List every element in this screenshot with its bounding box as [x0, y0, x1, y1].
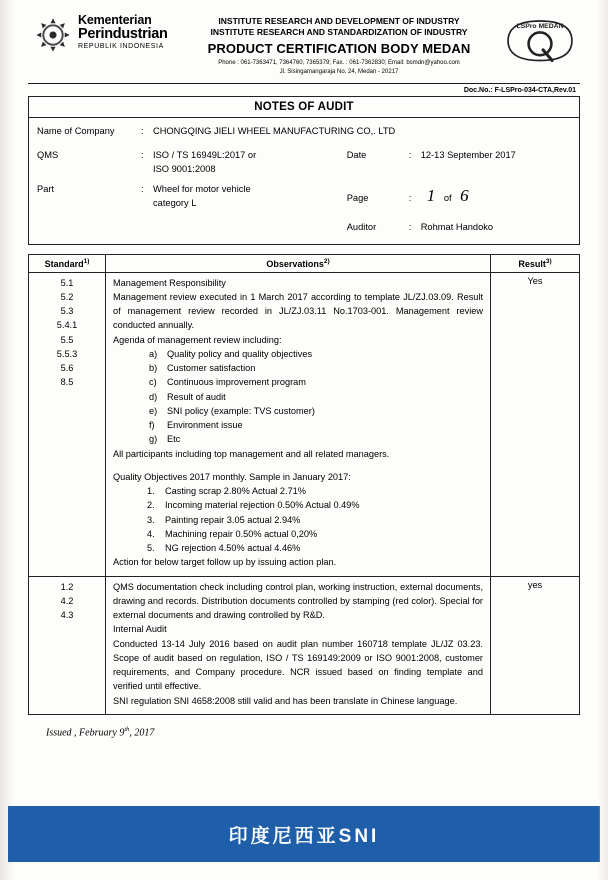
header-standard-sup: 1): [83, 257, 90, 265]
row1-std-5: 5.5.3: [56, 348, 78, 359]
ministry-brand: [34, 14, 184, 54]
header-right: [494, 14, 578, 66]
page-total-handwritten: 6: [460, 185, 469, 205]
part-label: Part: [37, 183, 55, 194]
qms-value-line1: ISO / TS 16949L:2017 or: [153, 149, 257, 160]
row1-std-3: 5.4.1: [56, 320, 78, 331]
row1-closing: Action for below target follow up by issuing action plan.: [113, 557, 337, 568]
notes-body: [29, 118, 579, 244]
list-item: [147, 527, 483, 541]
row1-standards: [29, 272, 106, 576]
row1-alpha-marker-3: d): [149, 391, 158, 402]
contact-line-1: Phone : 061-7363471, 7364760, 7365379; Fax. : 061-7362830; Email: bsmdn@yahoo.com: [218, 59, 460, 66]
list-item: [147, 541, 483, 555]
page-value: [421, 183, 571, 209]
document-content: [28, 14, 580, 738]
row2-para-0: QMS documentation check including control plan, working instruction, external documents, drawing and records. Distribution documents controlled by stamping (red color). Special for external documents and drawing controlled by R&D.: [113, 581, 483, 621]
row1-alpha-marker-6: g): [149, 434, 158, 445]
qms-label: QMS: [37, 149, 59, 160]
notes-of-audit-title: NOTES OF AUDIT: [254, 100, 354, 113]
list-item: [147, 484, 483, 498]
row1-num-marker-3: 4.: [147, 528, 155, 539]
row2-std-0: 1.2: [60, 581, 74, 592]
notes-of-audit-table: [28, 96, 580, 245]
issued-prefix: Issued , February 9: [46, 727, 125, 739]
header-result-sup: 3): [545, 257, 552, 265]
footer-banner: [8, 806, 600, 862]
auditor-row: [37, 221, 571, 235]
list-item: [149, 390, 483, 404]
table-row: [29, 272, 580, 576]
org-line-1: INSTITUTE RESEARCH AND DEVELOPMENT OF INDUSTRY: [218, 16, 460, 26]
header-divider: [28, 83, 580, 84]
list-item: [149, 347, 483, 361]
row1-num-text-1: Incoming material rejection 0.50% Actual 0.49%: [165, 500, 360, 511]
row1-alpha-text-0: Quality policy and quality objectives: [167, 348, 313, 359]
row1-after-alpha: All participants including top management and all related managers.: [113, 448, 390, 459]
row1-observations: [106, 272, 491, 576]
document-header: [28, 14, 580, 77]
ministry-name-line3: REPUBLIK INDONESIA: [78, 43, 164, 51]
header-result: Result$^{3)}$: [491, 254, 580, 272]
row1-alpha-marker-0: a): [149, 348, 158, 359]
row2-para-1: Internal Audit: [113, 624, 167, 635]
row2-result: yes: [491, 576, 580, 714]
auditor-colon: :: [408, 221, 412, 232]
row1-num-text-2: Painting repair 3.05 actual 2.94%: [165, 514, 301, 525]
row1-num-marker-2: 3.: [147, 514, 155, 525]
row1-num-text-3: Machining repair 0.50% actual 0,20%: [165, 528, 318, 539]
row1-std-4: 5.5: [60, 334, 74, 345]
row1-para-2: Agenda of management review including:: [113, 334, 282, 345]
row1-para-1: Management review executed in 1 March 2017 according to template JL/ZJ.03.09. Result of management review recorded in JL/ZJ.03.11 No.1703-001. Management review conducted annually.: [113, 291, 483, 331]
page-of-label: of: [443, 192, 452, 203]
row1-alpha-text-6: Etc: [167, 434, 181, 445]
row1-alpha-list: [113, 347, 483, 447]
row1-num-text-0: Casting scrap 2.80% Actual 2.71%: [165, 486, 306, 497]
row2-para-3: SNI regulation SNI 4658:2008 still valid and has been translate in Chinese language.: [113, 695, 458, 706]
row1-alpha-marker-2: c): [149, 377, 157, 388]
row1-std-6: 5.6: [60, 363, 74, 374]
notes-title-row: [29, 96, 580, 117]
part-value-line1: Wheel for motor vehicle: [153, 183, 251, 194]
part-value-line2: category L: [153, 197, 197, 208]
document-org-title: PRODUCT CERTIFICATION BODY MEDAN: [207, 40, 471, 56]
row1-num-marker-1: 2.: [147, 500, 155, 511]
row1-alpha-text-5: Environment issue: [167, 420, 243, 431]
row1-std-0: 5.1: [60, 277, 74, 288]
date-label: Date: [346, 149, 367, 160]
row1-num-text-4: NG rejection 4.50% actual 4.46%: [165, 543, 301, 554]
row1-std-7: 8.5: [60, 377, 74, 388]
list-item: [149, 418, 483, 432]
auditor-label: Auditor: [346, 221, 377, 232]
company-label: Name of Company: [37, 125, 115, 136]
lspro-medan-stamp-icon: [502, 14, 578, 66]
row1-std-1: 5.2: [60, 291, 74, 302]
row1-alpha-marker-4: e): [149, 405, 158, 416]
row1-alpha-marker-5: f): [149, 420, 155, 431]
row2-observations: [106, 576, 491, 714]
list-item: [149, 404, 483, 418]
issued-ordinal-suffix: th: [124, 725, 130, 733]
ministry-name-line2: Perindustrian: [78, 26, 168, 43]
row1-alpha-marker-1: b): [149, 363, 158, 374]
issued-suffix: , 2017: [129, 727, 155, 739]
row1-num-marker-0: 1.: [147, 486, 155, 497]
page-number-handwritten: 1: [426, 185, 436, 205]
header-observations: Observations$^{2)}$: [106, 254, 491, 272]
footer-banner-text: 印度尼西亚SNI: [228, 825, 380, 847]
notes-body-row: [29, 117, 580, 244]
row1-spacer: [113, 461, 483, 470]
row1-result: Yes: [491, 272, 580, 576]
auditor-value: Rohmat Handoko: [420, 221, 494, 232]
row1-alpha-text-2: Continuous improvement program: [167, 377, 306, 388]
ministry-brand-text: [78, 14, 168, 51]
row2-std-1: 4.2: [60, 595, 74, 606]
header-observations-sup: 2): [323, 257, 330, 265]
date-value: 12-13 September 2017: [420, 149, 516, 160]
list-item: [147, 498, 483, 512]
header-center: [184, 14, 494, 77]
row1-para-0: Management Responsibility: [113, 277, 226, 288]
list-item: [149, 375, 483, 389]
header-standard: Standard$^{1)}$: [29, 254, 106, 272]
page-colon: :: [408, 192, 412, 203]
org-line-2: INSTITUTE RESEARCH AND STANDARDIZATION OF INDUSTRY: [210, 27, 468, 38]
row2-std-2: 4.3: [60, 610, 74, 621]
list-item: [149, 361, 483, 375]
company-value: CHONGQING JIELI WHEEL MANUFACTURING CO,. LTD: [153, 125, 396, 136]
row1-std-2: 5.3: [60, 306, 74, 317]
list-item: [147, 513, 483, 527]
issued-date: [28, 726, 580, 738]
row1-alpha-text-3: Result of audit: [167, 391, 226, 402]
ministry-name-line1: Kementerian: [78, 13, 152, 27]
qms-colon: :: [141, 149, 144, 160]
row1-alpha-text-4: SNI policy (example: TVS customer): [167, 405, 315, 416]
page-label: Page: [346, 192, 369, 203]
company-row: [37, 125, 571, 139]
audit-table-header-row: [29, 254, 580, 272]
qms-date-row: [37, 149, 571, 177]
ministry-logo-icon: [34, 16, 72, 54]
row1-sample-intro: Quality Objectives 2017 monthly. Sample in January 2017:: [113, 471, 351, 482]
company-colon: :: [141, 125, 144, 136]
document-number: Doc.No.: F-LSPro-034-CTA,Rev.01: [463, 86, 576, 94]
list-item: [149, 432, 483, 446]
contact-line-2: Jl. Sisingamangaraja No. 24, Medan - 20217: [279, 68, 399, 75]
audit-observations-table: [28, 254, 580, 715]
svg-text:LSPro MEDAN: LSPro MEDAN: [516, 22, 564, 30]
row2-standards: [29, 576, 106, 714]
table-row: [29, 576, 580, 714]
date-colon: :: [408, 149, 412, 160]
row2-para-2: Conducted 13-14 July 2016 based on audit plan number 160718 template JL/JZ 03.23. Scope of audit based on regulation, ISO / TS 169149:2009 or ISO 9001:2008, customer requirements, and Company procedure. NCR issued based on finding template and verified until effective.: [113, 638, 483, 692]
row1-alpha-text-1: Customer satisfaction: [167, 363, 256, 374]
part-page-row: [37, 183, 571, 211]
row1-number-list: [113, 484, 483, 555]
part-colon: :: [141, 183, 144, 194]
qms-value-line2: ISO 9001:2008: [153, 163, 216, 174]
row1-num-marker-4: 5.: [147, 543, 155, 554]
